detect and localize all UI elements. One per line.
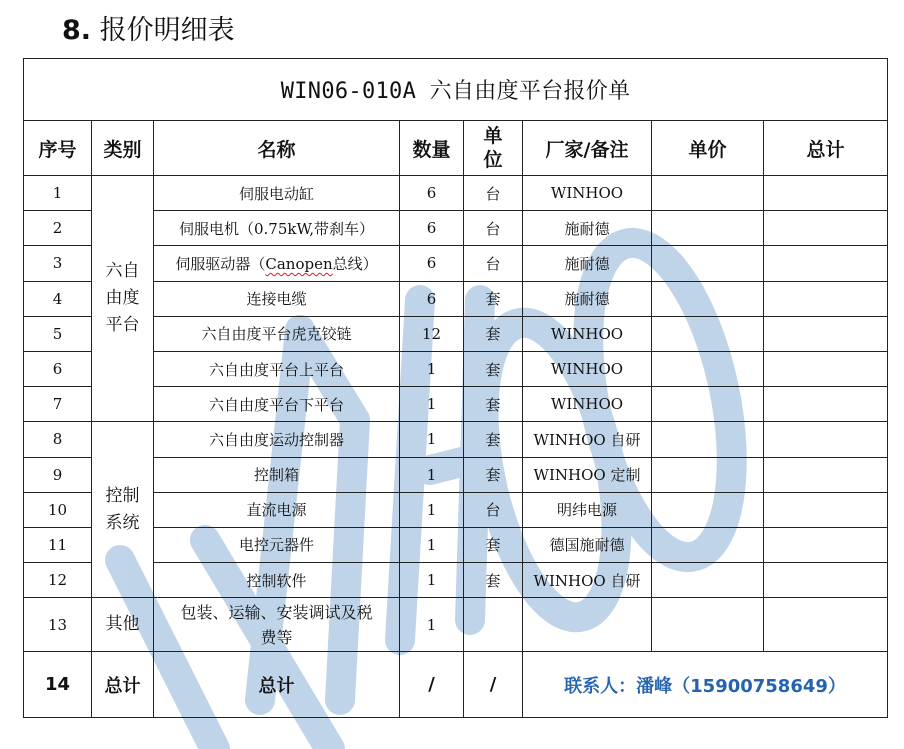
cell-vendor: WINHOO 自研 (523, 563, 652, 598)
header-unit-line-1: 单 (483, 125, 503, 147)
cell-qty: 1 (400, 387, 464, 422)
table-row (24, 351, 888, 386)
cell-name: 伺服电机（0.75kW,带刹车） (154, 211, 400, 246)
cell-vendor: WINHOO (523, 351, 652, 386)
cell-unit: 台 (464, 246, 523, 281)
cell-vendor: WINHOO (523, 387, 652, 422)
table-row (24, 598, 888, 652)
category-control (92, 422, 154, 598)
cell-unit: 套 (464, 281, 523, 316)
cell-price (652, 563, 764, 598)
header-category: 类别 (92, 121, 154, 176)
table-header-row (24, 121, 888, 176)
cell-price (652, 492, 764, 527)
header-unit-line-2: 位 (483, 149, 503, 171)
cell-qty: 1 (400, 457, 464, 492)
cell-index: 6 (24, 351, 92, 386)
cell-index: 3 (24, 246, 92, 281)
cell-unit: 套 (464, 457, 523, 492)
cell-index: 8 (24, 422, 92, 457)
cell-unit: 套 (464, 422, 523, 457)
cell-price (652, 422, 764, 457)
cell-vendor: WINHOO 自研 (523, 422, 652, 457)
cell-price (652, 176, 764, 211)
cell-price (652, 316, 764, 351)
table-row (24, 457, 888, 492)
table-row (24, 563, 888, 598)
header-price: 单价 (652, 121, 764, 176)
cell-qty: 6 (400, 211, 464, 246)
contact-info: 联系人：潘峰（15900758649） (523, 652, 888, 718)
table-row (24, 387, 888, 422)
cell-name: 六自由度平台上平台 (154, 351, 400, 386)
category-line: 系统 (105, 512, 140, 533)
cell-name: 控制箱 (154, 457, 400, 492)
cell-qty: 1 (400, 351, 464, 386)
cell-name-line: 费等 (260, 627, 293, 647)
cell-index: 7 (24, 387, 92, 422)
cell-total (764, 351, 888, 386)
cell-qty: 1 (400, 563, 464, 598)
cell-name (154, 246, 400, 281)
cell-total (764, 563, 888, 598)
cell-vendor: 施耐德 (523, 211, 652, 246)
cell-qty: 6 (400, 176, 464, 211)
table-row (24, 422, 888, 457)
cell-vendor: WINHOO (523, 176, 652, 211)
cell-index: 13 (24, 598, 92, 652)
cell-unit: 台 (464, 211, 523, 246)
total-qty: / (400, 652, 464, 718)
category-line: 控制 (105, 485, 140, 506)
cell-index: 9 (24, 457, 92, 492)
table-title-row (24, 59, 888, 121)
cell-total (764, 492, 888, 527)
cell-name-part: 伺服驱动器（ (175, 254, 266, 273)
cell-vendor: WINHOO 定制 (523, 457, 652, 492)
cell-price (652, 457, 764, 492)
cell-name: 伺服电动缸 (154, 176, 400, 211)
category-platform (92, 176, 154, 422)
table-row (24, 316, 888, 351)
cell-price (652, 246, 764, 281)
cell-price (652, 281, 764, 316)
cell-vendor: 明纬电源 (523, 492, 652, 527)
cell-unit: 套 (464, 527, 523, 562)
cell-total (764, 598, 888, 652)
cell-name-part: 总线） (332, 254, 378, 273)
cell-name: 直流电源 (154, 492, 400, 527)
cell-qty: 1 (400, 598, 464, 652)
cell-qty: 6 (400, 281, 464, 316)
cell-vendor: WINHOO (523, 316, 652, 351)
cell-name: 连接电缆 (154, 281, 400, 316)
total-category: 总计 (92, 652, 154, 718)
cell-unit: 套 (464, 351, 523, 386)
cell-unit: 套 (464, 387, 523, 422)
category-line: 平台 (105, 315, 140, 336)
cell-unit: 套 (464, 563, 523, 598)
total-row (24, 652, 888, 718)
cell-vendor: 施耐德 (523, 281, 652, 316)
cell-total (764, 422, 888, 457)
section-number: 8. (62, 15, 92, 46)
table-row (24, 176, 888, 211)
cell-vendor: 施耐德 (523, 246, 652, 281)
header-index: 序号 (24, 121, 92, 176)
total-name: 总计 (154, 652, 400, 718)
table-row (24, 246, 888, 281)
table-row (24, 281, 888, 316)
header-unit (464, 121, 523, 176)
table-title: WIN06-010A 六自由度平台报价单 (24, 59, 888, 121)
cell-total (764, 457, 888, 492)
cell-qty: 1 (400, 527, 464, 562)
table-row (24, 492, 888, 527)
category-other: 其他 (92, 598, 154, 652)
cell-qty: 1 (400, 422, 464, 457)
table-row (24, 211, 888, 246)
cell-total (764, 176, 888, 211)
cell-name: 六自由度运动控制器 (154, 422, 400, 457)
cell-total (764, 281, 888, 316)
cell-vendor (523, 598, 652, 652)
total-index: 14 (24, 652, 92, 718)
cell-name-line: 包装、运输、安装调试及税 (180, 602, 373, 622)
header-qty: 数量 (400, 121, 464, 176)
cell-vendor: 德国施耐德 (523, 527, 652, 562)
cell-price (652, 351, 764, 386)
cell-total (764, 527, 888, 562)
cell-total (764, 387, 888, 422)
cell-index: 11 (24, 527, 92, 562)
cell-qty: 1 (400, 492, 464, 527)
section-title: 报价明细表 (99, 15, 235, 46)
total-unit: / (464, 652, 523, 718)
cell-unit: 台 (464, 492, 523, 527)
cell-price (652, 598, 764, 652)
cell-index: 10 (24, 492, 92, 527)
cell-total (764, 211, 888, 246)
quotation-table (23, 58, 888, 718)
cell-qty: 6 (400, 246, 464, 281)
cell-unit: 台 (464, 176, 523, 211)
cell-index: 2 (24, 211, 92, 246)
category-line: 六自 (105, 261, 140, 282)
cell-index: 5 (24, 316, 92, 351)
header-name: 名称 (154, 121, 400, 176)
cell-name: 六自由度平台下平台 (154, 387, 400, 422)
cell-name: 六自由度平台虎克铰链 (154, 316, 400, 351)
table-row (24, 527, 888, 562)
cell-price (652, 387, 764, 422)
cell-name: 控制软件 (154, 563, 400, 598)
cell-total (764, 316, 888, 351)
cell-name (154, 598, 400, 652)
cell-unit (464, 598, 523, 652)
header-total: 总计 (764, 121, 888, 176)
cell-index: 12 (24, 563, 92, 598)
spellcheck-underlined-word: Canopen (265, 254, 333, 273)
category-line: 由度 (105, 288, 140, 309)
section-heading (62, 8, 235, 47)
cell-total (764, 246, 888, 281)
header-vendor: 厂家/备注 (523, 121, 652, 176)
cell-index: 1 (24, 176, 92, 211)
cell-price (652, 211, 764, 246)
cell-unit: 套 (464, 316, 523, 351)
cell-index: 4 (24, 281, 92, 316)
cell-qty: 12 (400, 316, 464, 351)
cell-price (652, 527, 764, 562)
cell-name: 电控元器件 (154, 527, 400, 562)
